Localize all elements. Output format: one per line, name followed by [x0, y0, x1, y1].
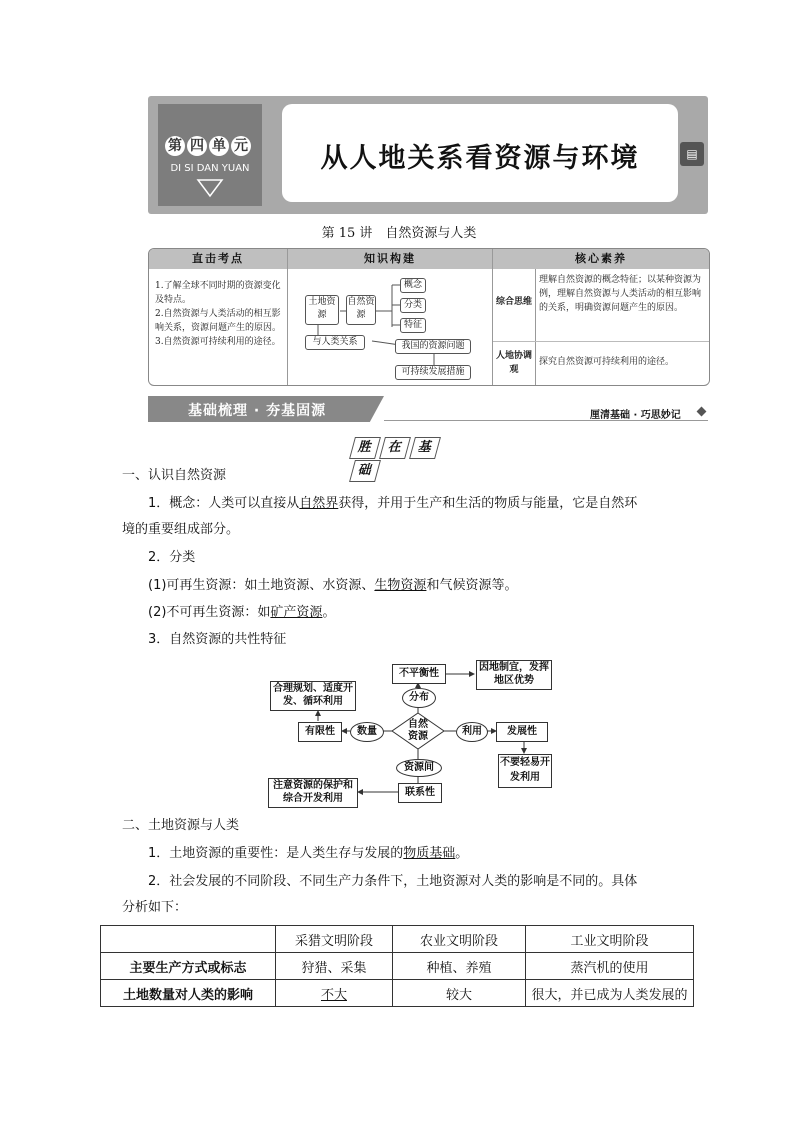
- table-cell: 主要生产方式或标志: [101, 953, 276, 980]
- node-measure: 可持续发展措施: [395, 365, 471, 380]
- node-classify: 分类: [400, 298, 426, 313]
- diamond-icon: [697, 407, 707, 417]
- distribution-oval: 分布: [402, 688, 436, 708]
- win-label: [352, 436, 468, 478]
- win-char: 在: [379, 437, 411, 459]
- table-header: [101, 926, 276, 953]
- table-cell: 狩猎、采集: [276, 953, 393, 980]
- limited-box: 有限性: [298, 722, 342, 742]
- table-cell: 很大，并已成为人类发展的: [526, 980, 694, 1007]
- node-land: 土地资源: [305, 295, 339, 325]
- triangle-icon: [196, 178, 224, 198]
- quantity-oval: 数量: [350, 722, 384, 742]
- table-cell: 较大: [393, 980, 526, 1007]
- feature-heading: 3．自然资源的共性特征: [148, 632, 287, 647]
- table-cell: 不大: [276, 980, 393, 1007]
- plan-box: 合理规划、适度开发、循环利用: [270, 681, 356, 711]
- literacy-label: 综合思维: [495, 297, 532, 307]
- literacy-label: 人地协调观: [495, 351, 532, 375]
- section-title: 基础梳理 · 夯基固源: [188, 403, 327, 419]
- header-knowledge: 知识构建: [288, 249, 492, 269]
- local-advantage-box: 因地制宜，发挥地区优势: [476, 660, 552, 690]
- unit-char: 单: [209, 136, 229, 156]
- concept-line: 1．概念：人类可以直接从自然界获得，并用于生产和生活的物质与能量，它是自然环: [148, 496, 638, 511]
- node-relation: 与人类关系: [305, 335, 365, 350]
- link-box: 联系性: [398, 783, 442, 803]
- nonrenewable-line: (2)不可再生资源：如矿产资源。: [148, 605, 336, 620]
- section-subtitle: 厘清基础 · 巧思妙记: [590, 410, 681, 421]
- node-problem: 我国的资源问题: [395, 339, 471, 354]
- land-table: [100, 925, 694, 1007]
- exam-points-list: [155, 279, 283, 349]
- win-char: 础: [349, 460, 381, 482]
- concept-line-2: 境的重要组成部分。: [122, 522, 240, 537]
- literacy-text: 理解自然资源的概念特征；以某种资源为例，理解自然资源与人类活动的相互影响的关系，明确资源问题产生的原因。: [539, 275, 702, 313]
- win-char: 胜: [349, 437, 381, 459]
- table-cell: 蒸汽机的使用: [526, 953, 694, 980]
- imbalance-box: 不平衡性: [392, 664, 446, 684]
- unit-pinyin: DI SI DAN YUAN: [170, 163, 250, 174]
- node-concept: 概念: [400, 278, 426, 293]
- land-importance-line: 1．土地资源的重要性：是人类生存与发展的物质基础。: [148, 846, 469, 861]
- renewable-line: (1)可再生资源：如土地资源、水资源、生物资源和气候资源等。: [148, 578, 518, 593]
- table-cell: 种植、养殖: [393, 953, 526, 980]
- analysis-line-2: 分析如下：: [122, 900, 188, 915]
- table-header: 农业文明阶段: [393, 926, 526, 953]
- exam-point: 1.了解全球不同时期的资源变化及特点。: [155, 281, 281, 305]
- table-cell: 土地数量对人类的影响: [101, 980, 276, 1007]
- literacy-text: 探究自然资源可持续利用的途径。: [539, 357, 675, 367]
- unit-char: 元: [231, 136, 251, 156]
- exam-point: 2.自然资源与人类活动的相互影响关系，资源问题产生的原因。: [155, 309, 282, 333]
- lecture-title: 第 15 讲 自然资源与人类: [321, 226, 477, 241]
- not-easy-box: 不要轻易开发利用: [498, 754, 552, 788]
- analysis-line: 2．社会发展的不同阶段、不同生产力条件下，土地资源对人类的影响是不同的。具体: [148, 874, 638, 889]
- exam-point: 3.自然资源可持续利用的途径。: [155, 337, 281, 347]
- win-char: 基: [409, 437, 441, 459]
- between-oval: 资源间: [396, 759, 442, 777]
- unit-title: 从人地关系看资源与环境: [320, 143, 640, 174]
- use-oval: 利用: [456, 722, 488, 742]
- node-natural: 自然资源: [346, 295, 376, 325]
- overview-table: [148, 248, 710, 386]
- classify-heading: 2．分类: [148, 550, 196, 565]
- header-literacy: 核心素养: [493, 249, 709, 269]
- table-row: [101, 980, 694, 1007]
- unit-label: [165, 135, 257, 157]
- table-row: [101, 926, 694, 953]
- node-feature: 特征: [400, 318, 426, 333]
- developable-box: 发展性: [496, 722, 548, 742]
- heading-land: 二、土地资源与人类: [122, 818, 240, 833]
- unit-char: 四: [187, 136, 207, 156]
- table-header: 采猎文明阶段: [276, 926, 393, 953]
- book-icon: ▤: [680, 142, 704, 166]
- table-row: [101, 953, 694, 980]
- unit-char: 第: [165, 136, 185, 156]
- center-label: 自然资源: [408, 719, 428, 742]
- protect-box: 注意资源的保护和综合开发利用: [268, 778, 358, 808]
- header-exam-points: 直击考点: [149, 249, 287, 269]
- heading-natural-resources: 一、认识自然资源: [122, 468, 227, 483]
- table-header: 工业文明阶段: [526, 926, 694, 953]
